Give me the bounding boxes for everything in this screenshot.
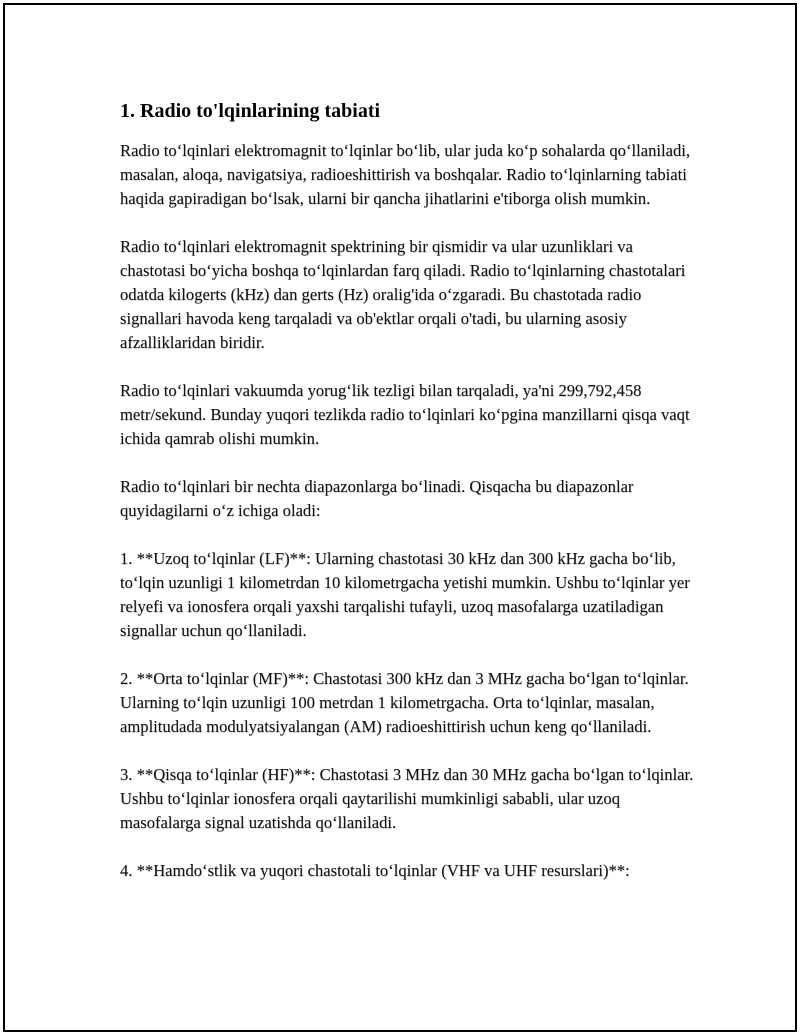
document-page [3,3,797,1032]
document-body [120,97,700,907]
paragraph-speed: Radio to‘lqinlari vakuumda yorug‘lik tezligi bilan tarqaladi, ya'ni 299,792,458 metr/sekund. Bunday yuqori tezlikda radio to‘lqinlari ko‘pgina manzillarni qisqa vaqt ichida qamrab olishi mumkin. [120,381,690,448]
paragraph-intro: Radio to‘lqinlari elektromagnit to‘lqinlar bo‘lib, ular juda ko‘p sohalarda qo‘llaniladi, masalan, aloqa, navigatsiya, radioeshittirish va boshqalar. Radio to‘lqinlarning tabiati haqida gapiradigan bo‘lsak, ularni bir qancha jihatlarini e'tiborga olish mumkin. [120,141,691,208]
paragraph-spectrum: Radio to‘lqinlari elektromagnit spektrining bir qismidir va ular uzunliklari va chastotasi bo‘yicha boshqa to‘lqinlardan farq qiladi. Radio to‘lqinlarning chastotalari odatda kilogerts (kHz) dan gerts (Hz) oralig'ida o‘zgaradi. Bu chastotada radio signallari havoda keng tarqaladi va ob'ektlar orqali o'tadi, bu ularning asosiy afzalliklaridan biridir. [120,237,686,352]
list-item-lf: 1. **Uzoq to‘lqinlar (LF)**: Ularning chastotasi 30 kHz dan 300 kHz gacha bo‘lib, to‘lqin uzunligi 1 kilometrdan 10 kilometrgacha yetishi mumkin. Ushbu to‘lqinlar yer relyefi va ionosfera orqali yaxshi tarqalishi tufayli, uzoq masofalarga uzatiladigan signallar uchun qo‘llaniladi. [120,549,690,640]
paragraph-ranges-intro: Radio to‘lqinlari bir nechta diapazonlarga bo‘linadi. Qisqacha bu diapazonlar quyidagilarni o‘z ichiga oladi: [120,477,634,520]
list-item-mf: 2. **Orta to‘lqinlar (MF)**: Chastotasi 300 kHz dan 3 MHz gacha bo‘lgan to‘lqinlar. Ularning to‘lqin uzunligi 100 metrdan 1 kilometrgacha. Orta to‘lqinlar, masalan, amplitudada modulyatsiyalangan (AM) radioeshittirish uchun keng qo‘llaniladi. [120,669,689,736]
list-item-vhf-uhf: 4. **Hamdo‘stlik va yuqori chastotali to‘lqinlar (VHF va UHF resurslari)**: [120,861,630,880]
section-heading: 1. Radio to'lqinlarining tabiati [120,100,381,122]
list-item-hf: 3. **Qisqa to‘lqinlar (HF)**: Chastotasi 3 MHz dan 30 MHz gacha bo‘lgan to‘lqinlar. Ushbu to‘lqinlar ionosfera orqali qaytarilishi mumkinligi sababli, ular uzoq masofalarga signal uzatishda qo‘llaniladi. [120,765,694,832]
